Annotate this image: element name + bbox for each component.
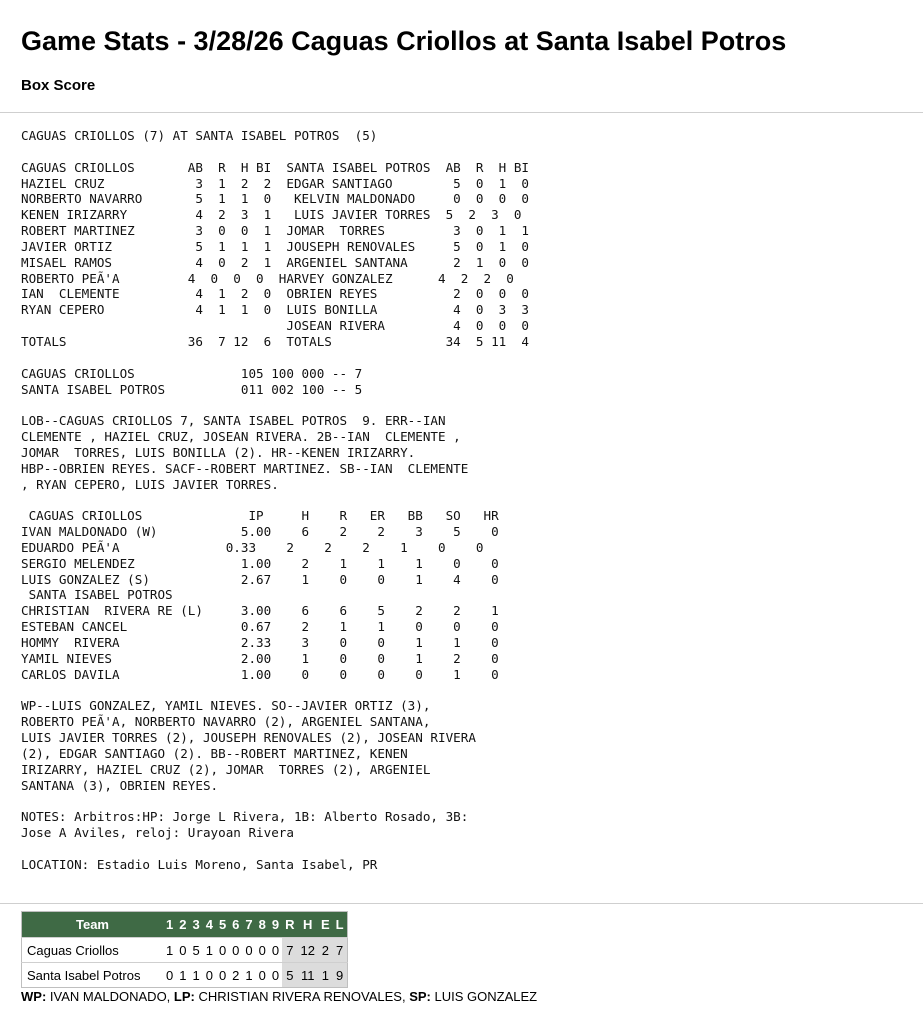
hits-total: 12 bbox=[298, 938, 318, 963]
inning-score: 0 bbox=[203, 963, 216, 988]
inning-score: 0 bbox=[216, 963, 229, 988]
inning-score: 0 bbox=[216, 938, 229, 963]
box-score-line: , RYAN CEPERO, LUIS JAVIER TORRES. bbox=[21, 476, 279, 492]
box-score-line: HAZIEL CRUZ 3 1 2 2 EDGAR SANTIAGO 5 0 1 0 bbox=[21, 175, 529, 191]
sp-label: SP: bbox=[409, 989, 431, 1004]
lp-label: LP: bbox=[173, 989, 195, 1004]
col-header-lob: L bbox=[333, 912, 347, 938]
col-header-inning-7: 7 bbox=[242, 912, 255, 938]
box-score-line: LUIS GONZALEZ (S) 2.67 1 0 0 1 4 0 bbox=[21, 571, 499, 587]
inning-score: 1 bbox=[163, 938, 176, 963]
col-header-hits: H bbox=[298, 912, 318, 938]
col-header-inning-9: 9 bbox=[269, 912, 282, 938]
box-score-line: ROBERTO PEÃ'A, NORBERTO NAVARRO (2), ARGENIEL SANTANA, bbox=[21, 714, 431, 730]
linescore-header-row bbox=[22, 912, 348, 938]
box-score-line: YAMIL NIEVES 2.00 1 0 0 1 2 0 bbox=[21, 650, 499, 666]
col-header-team: Team bbox=[22, 912, 164, 938]
winning-pitcher: IVAN MALDONADO, bbox=[49, 989, 171, 1004]
bottom-divider bbox=[0, 903, 923, 904]
box-score-line: CAGUAS CRIOLLOS IP H R ER BB SO HR bbox=[21, 508, 499, 524]
col-header-inning-3: 3 bbox=[189, 912, 202, 938]
box-score-line: CLEMENTE , HAZIEL CRUZ, JOSEAN RIVERA. 2B--IAN CLEMENTE , bbox=[21, 429, 461, 445]
runs-total: 5 bbox=[282, 963, 297, 988]
box-score-line: SANTANA (3), OBRIEN REYES. bbox=[21, 777, 219, 793]
box-score-line: JAVIER ORTIZ 5 1 1 1 JOUSEPH RENOVALES 5 0 1 0 bbox=[21, 238, 529, 254]
errors-total: 2 bbox=[318, 938, 333, 963]
inning-score: 1 bbox=[203, 938, 216, 963]
errors-total: 1 bbox=[318, 963, 333, 988]
box-score-line: EDUARDO PEÃ'A 0.33 2 2 2 1 0 0 bbox=[21, 539, 484, 555]
box-score-line: CAGUAS CRIOLLOS 105 100 000 -- 7 bbox=[21, 365, 363, 381]
inning-score: 0 bbox=[229, 938, 242, 963]
box-score-line: LUIS JAVIER TORRES (2), JOUSEPH RENOVALES (2), JOSEAN RIVERA bbox=[21, 730, 476, 746]
box-score-line: LOB--CAGUAS CRIOLLOS 7, SANTA ISABEL POTROS 9. ERR--IAN bbox=[21, 413, 446, 429]
wp-label: WP: bbox=[21, 989, 47, 1004]
box-score-line: CAGUAS CRIOLLOS (7) AT SANTA ISABEL POTROS (5) bbox=[21, 128, 378, 143]
col-header-inning-1: 1 bbox=[163, 912, 176, 938]
box-score-line: SERGIO MELENDEZ 1.00 2 1 1 1 0 0 bbox=[21, 555, 499, 571]
col-header-inning-2: 2 bbox=[176, 912, 189, 938]
box-score-line: JOSEAN RIVERA 4 0 0 0 bbox=[21, 318, 529, 334]
box-score-line: CHRISTIAN RIVERA RE (L) 3.00 6 6 5 2 2 1 bbox=[21, 603, 499, 619]
box-score-line: SANTA ISABEL POTROS 011 002 100 -- 5 bbox=[21, 381, 363, 397]
top-divider bbox=[0, 112, 923, 113]
box-score-line: SANTA ISABEL POTROS bbox=[21, 587, 173, 603]
linescore-row-home bbox=[22, 963, 348, 988]
inning-score: 2 bbox=[229, 963, 242, 988]
save-pitcher: LUIS GONZALEZ bbox=[434, 989, 538, 1004]
hits-total: 11 bbox=[298, 963, 318, 988]
box-score-line: NORBERTO NAVARRO 5 1 1 0 KELVIN MALDONADO 0 0 0 0 bbox=[21, 191, 529, 207]
inning-score: 0 bbox=[176, 938, 189, 963]
inning-score: 0 bbox=[269, 963, 282, 988]
lob-total: 7 bbox=[333, 938, 347, 963]
box-score-line: IVAN MALDONADO (W) 5.00 6 2 2 3 5 0 bbox=[21, 524, 499, 540]
inning-score: 0 bbox=[163, 963, 176, 988]
box-score-line: WP--LUIS GONZALEZ, YAMIL NIEVES. SO--JAVIER ORTIZ (3), bbox=[21, 698, 431, 714]
losing-pitcher: CHRISTIAN RIVERA RENOVALES, bbox=[198, 989, 406, 1004]
box-score-line: MISAEL RAMOS 4 0 2 1 ARGENIEL SANTANA 2 1 0 0 bbox=[21, 254, 529, 270]
team-name: Santa Isabel Potros bbox=[22, 963, 164, 988]
box-score-line: Jose A Aviles, reloj: Urayoan Rivera bbox=[21, 825, 294, 841]
box-score-line: LOCATION: Estadio Luis Moreno, Santa Isabel, PR bbox=[21, 856, 378, 872]
inning-score: 0 bbox=[242, 938, 255, 963]
linescore-table bbox=[21, 911, 348, 988]
col-header-inning-6: 6 bbox=[229, 912, 242, 938]
pitching-decisions bbox=[21, 989, 537, 1005]
box-score-line: NOTES: Arbitros:HP: Jorge L Rivera, 1B: Alberto Rosado, 3B: bbox=[21, 809, 469, 825]
box-score-line: CARLOS DAVILA 1.00 0 0 0 0 1 0 bbox=[21, 666, 499, 682]
linescore-row-away bbox=[22, 938, 348, 963]
inning-score: 0 bbox=[256, 938, 269, 963]
team-name: Caguas Criollos bbox=[22, 938, 164, 963]
inning-score: 5 bbox=[189, 938, 202, 963]
inning-score: 1 bbox=[176, 963, 189, 988]
box-score-line: (2), EDGAR SANTIAGO (2). BB--ROBERT MARTINEZ, KENEN bbox=[21, 745, 408, 761]
inning-score: 1 bbox=[189, 963, 202, 988]
box-score-line: TOTALS 36 7 12 6 TOTALS 34 5 11 4 bbox=[21, 333, 529, 349]
box-score-line: KENEN IRIZARRY 4 2 3 1 LUIS JAVIER TORRES 5 2 3 0 bbox=[21, 207, 522, 223]
inning-score: 1 bbox=[242, 963, 255, 988]
box-score-heading: Box Score bbox=[21, 77, 96, 94]
box-score-line: ESTEBAN CANCEL 0.67 2 1 1 0 0 0 bbox=[21, 619, 499, 635]
col-header-runs: R bbox=[282, 912, 297, 938]
box-score-line: ROBERT MARTINEZ 3 0 0 1 JOMAR TORRES 3 0 1 1 bbox=[21, 223, 529, 239]
lob-total: 9 bbox=[333, 963, 347, 988]
box-score-line: IRIZARRY, HAZIEL CRUZ (2), JOMAR TORRES (2), ARGENIEL bbox=[21, 761, 431, 777]
box-score-line: JOMAR TORRES, LUIS BONILLA (2). HR--KENEN IRIZARRY. bbox=[21, 444, 416, 460]
box-score-line: HOMMY RIVERA 2.33 3 0 0 1 1 0 bbox=[21, 635, 499, 650]
box-score-text bbox=[21, 128, 529, 873]
box-score-line: IAN CLEMENTE 4 1 2 0 OBRIEN REYES 2 0 0 0 bbox=[21, 286, 529, 302]
col-header-inning-8: 8 bbox=[256, 912, 269, 938]
box-score-line: ROBERTO PEÃ'A 4 0 0 0 HARVEY GONZALEZ 4 2 2 0 bbox=[21, 270, 514, 286]
box-score-line: HBP--OBRIEN REYES. SACF--ROBERT MARTINEZ. SB--IAN CLEMENTE bbox=[21, 460, 469, 476]
inning-score: 0 bbox=[256, 963, 269, 988]
col-header-inning-5: 5 bbox=[216, 912, 229, 938]
col-header-inning-4: 4 bbox=[203, 912, 216, 938]
box-score-line: RYAN CEPERO 4 1 1 0 LUIS BONILLA 4 0 3 3 bbox=[21, 302, 529, 318]
inning-score: 0 bbox=[269, 938, 282, 963]
box-score-line: CAGUAS CRIOLLOS AB R H BI SANTA ISABEL POTROS AB R H BI bbox=[21, 159, 529, 175]
page-title: Game Stats - 3/28/26 Caguas Criollos at Santa Isabel Potros bbox=[21, 26, 787, 56]
col-header-errors: E bbox=[318, 912, 333, 938]
runs-total: 7 bbox=[282, 938, 297, 963]
